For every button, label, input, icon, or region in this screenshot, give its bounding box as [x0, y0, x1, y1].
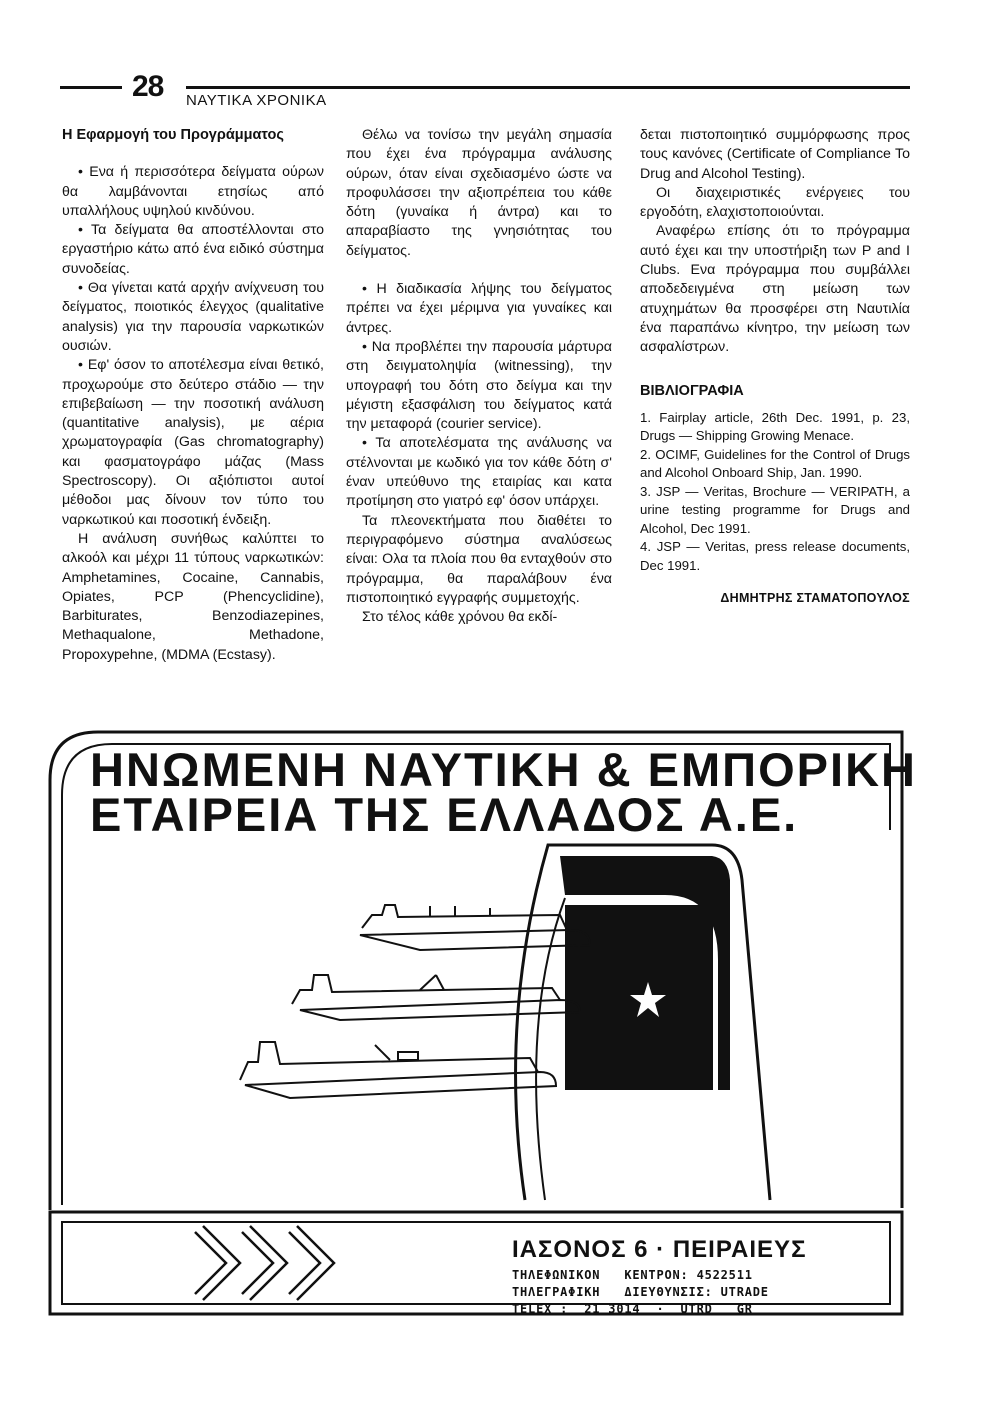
company-address: ΙΑΣΟΝΟΣ 6 · ΠΕΙΡΑΙΕΥΣ: [512, 1236, 807, 1263]
paragraph: Στο τέλος κάθε χρόνου θα εκδί-: [362, 609, 558, 626]
company-telegraph: ΤΗΛΕΓΡΑΦΙΚΗ ΔΙΕΥΘΥΝΣΙΣ: UTRADE: [512, 1285, 769, 1299]
company-telex: TELEX : 21 3014 · UTRD GR: [512, 1302, 753, 1316]
bibliography-item: 2. OCIMF, Guidelines for the Control of Drugs and Alcohol Onboard Ship, Jan. 1990.: [640, 446, 910, 481]
company-phone: ΤΗΛΕΦΩΝΙΚΟΝ ΚΕΝΤΡΟΝ: 4522511: [512, 1268, 753, 1282]
paragraph: • Θα γίνεται κατά αρχήν ανίχνευση του δείγματος, ποιοτικός έλεγχος (qualitative analysis) για την παρουσία ναρκωτικών ουσιών.: [62, 280, 324, 354]
paragraph: Θέλω να τονίσω την μεγάλη σημασία που έχει ένα πρόγραμμα ανάλυσης ούρων, όταν είναι σχεδιασμένο ώστε να προφυλάσσει την αξιοπρέπεια του κάθε δότη (γυναίκα ή άντρα) και το απαραβίαστο της γνησιότητας του δείγματος.: [346, 127, 612, 259]
paragraph: Τα πλεονεκτήματα που διαθέτει το περιγραφόμενο σύστημα αναλύσεως είναι: Ολα τα πλοία που θα ενταχθούν στο πρόγραμμα, θα παραλάβουν ένα πιστοποιητικό εγγραφής συμμετοχής.: [346, 512, 612, 606]
deck-band-3: [245, 1072, 556, 1098]
paragraph: Η ανάλυση συνήθως καλύπτει το αλκοόλ και μέχρι 11 τύπους ναρκωτικών: Amphetamines, Cocaine, Cannabis, Opiates, PCP (Phencyclidine), Barbiturates, Benzodiazepines, Methaqualone, Methadone, Propoxypehne, (MDMA (Ecstasy).: [62, 530, 324, 663]
paragraph: • Ενα ή περισσότερα δείγματα ούρων θα λαμβάνονται ετησίως από υπαλλήλους υψηλού κινδύνου.: [62, 164, 324, 219]
paragraph: Οι διαχειριστικές ενέργειες του εργοδότη, ελαχιστοποιούνται.: [640, 184, 910, 221]
funnel-inner-outline: [536, 898, 565, 1200]
author-name: ΔΗΜΗΤΡΗΣ ΣΤΑΜΑΤΟΠΟΥΛΟΣ: [720, 591, 910, 606]
paragraph: • Τα δείγματα θα αποστέλλονται στο εργαστήριο κάτω από ένα ειδικό σύστημα συνοδείας.: [62, 222, 324, 277]
company-name-line-1: ΗΝΩΜΕΝΗ ΝΑΥΤΙΚΗ & ΕΜΠΟΡΙΚΗ: [90, 743, 917, 796]
paragraph: • Τα αποτελέσματα της ανάλυσης να στέλνονται με κωδικό για τον κάθε δότη σ' έναν υπεύθυνο της εταιρίας και κατα προτίμηση στο γιατρό εφ' όσον υπάρχει.: [346, 435, 612, 510]
paragraph: • Εφ' όσον το αποτέλεσμα είναι θετικό, προχωρούμε στο δεύτερο στάδιο — την επιβεβαίωση — την ποσοτική ανάλυση (quantitative analysis), με αέρια χρωματογραφία (Gas chromatography) και φασματογράφο μάζας (Mass Spectroscopy). Οι αξιόπιστοι αυτοί μέθοδοι μας δίνουν τον τύπο του ναρκωτικού και ποσοτική ένδειξη.: [62, 357, 324, 528]
section-title: Η Εφαρμογή του Προγράμματος: [62, 127, 284, 143]
magazine-title: ΝΑΥΤΙΚΑ ΧΡΟΝΙΚΑ: [186, 92, 327, 109]
paragraph: • Να προβλέπει την παρουσία μάρτυρα στη δειγματοληψία (witnessing), την υπογραφή του δότη στο δείγμα και την μέγιστη εξασφάλιση του δείγματος κατά την μεταφορά (courier service).: [346, 338, 612, 433]
paragraph: δεται πιστοποιητικό συμμόρφωσης προς τους κανόνες (Certificate of Compliance To Drug and Alcohol Testing).: [640, 127, 910, 182]
bibliography-title: ΒΙΒΛΙΟΓΡΑΦΙΑ: [640, 382, 744, 399]
chevron-right-icon: [195, 1226, 334, 1300]
bibliography-item: 3. JSP — Veritas, Brochure — VERIPATH, a urine testing programme for Drugs and Alcohol, Dec 1991.: [640, 483, 910, 536]
paragraph: • Η διαδικασία λήψης του δείγματος πρέπει να έχει μέριμνα για γυναίκες και άντρες.: [346, 281, 612, 336]
paragraph: Αναφέρω επίσης ότι το πρόγραμμα αυτό έχει και την υποστήριξη των P and I Clubs. Ενα πρόγραμμα που συμβάλλει αποδεδειγμένα στη μείωση των ατυχημάτων θα προσφέρει στη Ναυτιλία ένα παραπάνω κίνητρο, την μείωση των ασφαλίστρων.: [640, 223, 910, 356]
deck-band-1: [360, 930, 590, 950]
bibliography-item: 1. Fairplay article, 26th Dec. 1991, p. 23, Drugs — Shipping Growing Menace.: [640, 409, 910, 444]
bibliography-item: 4. JSP — Veritas, press release documents, Dec 1991.: [640, 539, 910, 573]
company-name-line-2: ΕΤΑΙΡΕΙΑ ΤΗΣ ΕΛΛΑΔΟΣ Α.Ε.: [90, 788, 799, 841]
ship-icon: [362, 905, 566, 928]
page-number: 28: [132, 70, 164, 103]
